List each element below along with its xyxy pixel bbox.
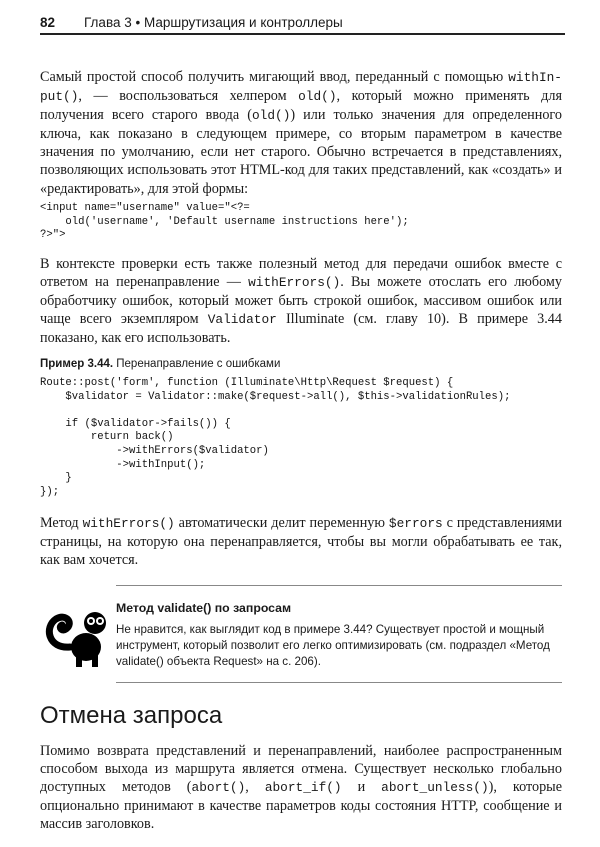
code-inline: $errors (388, 516, 443, 531)
note-rule-bottom (116, 682, 562, 683)
text: , который можно применять для получения всего старого ввода ( (40, 88, 562, 124)
text: ) или только значения для определенного ключа, как показано в следующем примере, со вторым параметром в качестве значения по умолчанию, если нет старого. Обычно встречается в представлениях, позволяющих использовать этот HTML-код для таких представлений, как «создать» и «редактировать», для этой формы: (40, 107, 562, 197)
text: , (245, 779, 265, 796)
caption-text: Перенаправление с ошибками (113, 358, 281, 370)
text: Illuminate (см. главу 10). В примере 3.44 показано, как его использовать. (40, 311, 562, 347)
paragraph-errors-variable (40, 514, 562, 569)
code-inline: withErrors() (248, 275, 341, 291)
code-inline: withIn-put() (40, 70, 562, 105)
lemur-icon (40, 597, 110, 669)
note-rule-top (116, 585, 562, 586)
text: с представлениями страницы, на которую она перенаправляется, чтобы вы могли обрабатывать ее так, как вам хочется. (40, 515, 562, 569)
text: Метод (40, 515, 83, 531)
note-title: Метод validate() по запросам (116, 601, 292, 615)
caption-label: Пример 3.44. (40, 358, 114, 370)
section-heading: Отмена запроса (40, 702, 223, 729)
text: автоматически делит переменную (174, 515, 389, 531)
text: . Вы можете отослать его любому обработчику ошибок, который может быть строкой ошибок, массивом ошибок или чаще всего экземпляром (40, 274, 562, 328)
example-caption (40, 358, 280, 370)
paragraph-abort (40, 742, 562, 833)
text: Помимо возврата представлений и перенаправлений, наиболее распространенным способом выхода из маршрута является отмена. Существует несколько глобально доступных методов ( (40, 743, 562, 796)
code-block-example-3-44: Route::post('form', function (Illuminate\Http\Request $request) { $validator = Validator::make($request->all(), $this->validationRules); if ($validator->fails()) { return back() ->withErrors($validator) ->withInput(); } }); (40, 377, 511, 498)
running-header (40, 11, 565, 35)
text: и (341, 779, 382, 796)
tip-note (40, 585, 562, 683)
page-number: 82 (40, 15, 56, 30)
code-inline: old() (298, 89, 337, 105)
note-text: Не нравится, как выглядит код в примере 3.44? Существует простой и мощный инструмент, который позволит его легко оптимизировать (см. подраздел «Метод validate() объекта Request» на с. 206). (116, 623, 550, 669)
text: В контексте проверки есть также полезный метод для передачи ошибок вместе с ответом на перенаправление — (40, 256, 562, 291)
code-inline: Validator (207, 312, 277, 328)
code-inline: abort() (191, 780, 246, 796)
header-rule (40, 33, 565, 35)
paragraph-with-errors (40, 255, 562, 347)
paragraph-old-helper (40, 68, 562, 198)
chapter-title: Глава 3 • Маршрутизация и контроллеры (84, 15, 343, 30)
code-inline: abort_if() (264, 780, 342, 796)
code-inline: abort_unless() (381, 780, 489, 796)
text: , — воспользоваться хелпером (78, 88, 299, 105)
text: Самый простой способ получить мигающий ввод, переданный с помощью (40, 69, 509, 85)
code-block-old-input: <input name="username" value="<?= old('username', 'Default username instructions here'); ?>"> (40, 202, 409, 242)
code-inline: withErrors() (82, 516, 175, 531)
code-inline: old() (251, 108, 291, 124)
text: ), которые опционально принимают в качестве параметров коды состояния HTTP, сообщение и массив заголовков. (40, 779, 563, 833)
